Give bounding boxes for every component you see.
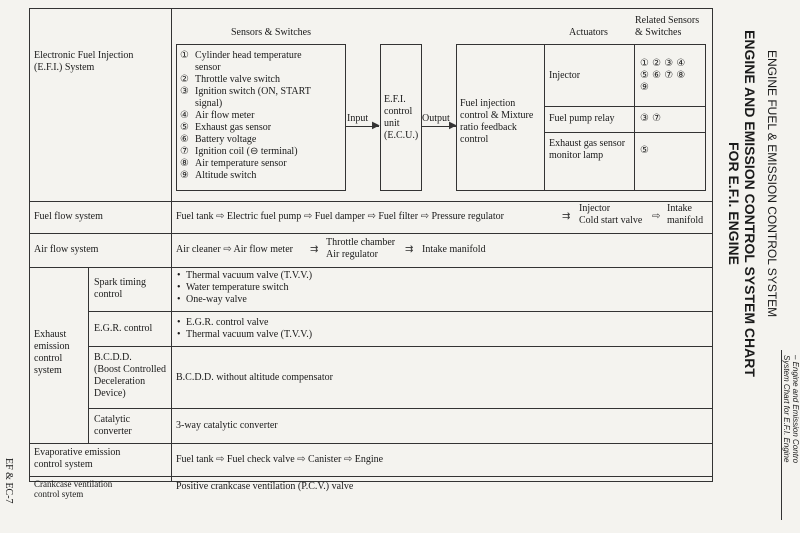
- branch-arrow-icon: ⇉: [310, 244, 319, 255]
- egr-label: E.G.R. control: [94, 323, 153, 334]
- sensor-item: [180, 122, 311, 134]
- divider: [29, 233, 713, 234]
- branch-arrow-icon: ⇉: [562, 211, 571, 222]
- sensor-text-line: Battery voltage: [195, 134, 257, 145]
- divider: [29, 201, 713, 202]
- sensor-text: [195, 170, 256, 182]
- sensor-text-line: Ignition switch (ON, START: [195, 86, 311, 97]
- egr-items: • E.G.R. control valve • Thermal vacuum valve (T.V.V.): [176, 317, 312, 341]
- sensors-title: Sensors & Switches: [231, 27, 311, 38]
- exhaust-label: Exhaust emission control system: [34, 329, 70, 376]
- page-number: EF & EC-7: [3, 458, 14, 504]
- air-flow-end: Intake manifold: [422, 244, 486, 255]
- fuel-flow-label: Fuel flow system: [34, 211, 103, 222]
- sensor-item: [180, 134, 311, 146]
- sensor-text-line: Air flow meter: [195, 110, 255, 121]
- catalytic-text: 3-way catalytic converter: [176, 420, 278, 431]
- sensor-item: [180, 170, 311, 182]
- sensor-number: ⑥: [180, 134, 189, 145]
- sensor-number: ①: [180, 50, 189, 61]
- spark-timing-label: Spark timing control: [94, 277, 146, 300]
- sensor-text-line: Ignition coil (⊖ terminal): [195, 146, 298, 157]
- input-label: Input: [347, 113, 369, 124]
- sensor-list: [180, 50, 311, 182]
- related-injector: ① ② ③ ④ ⑤ ⑥ ⑦ ⑧ ⑨: [640, 58, 686, 93]
- fuel-branch-2: Intake manifold: [667, 203, 704, 226]
- flow-arrow-icon: ⇨: [223, 244, 232, 255]
- flow-arrow-icon: ⇨: [216, 211, 225, 222]
- divider: [171, 8, 172, 482]
- actuators-title: Actuators: [569, 27, 608, 38]
- arrowhead-icon: ▶: [449, 120, 457, 131]
- sensor-number: ⑤: [180, 122, 189, 133]
- sensor-text: [195, 86, 311, 110]
- sensor-text-line: Throttle valve switch: [195, 74, 280, 85]
- sensor-item: [180, 110, 311, 122]
- divider: [29, 443, 713, 444]
- sensor-text: [195, 110, 254, 122]
- flow-arrow-icon: ⇨: [343, 454, 353, 465]
- divider: [88, 267, 89, 443]
- fuel-branch-1: Injector Cold start valve: [579, 203, 643, 226]
- flow-arrow-icon: ⇨: [367, 211, 376, 222]
- sensor-text: [195, 50, 302, 74]
- air-flow-label: Air flow system: [34, 244, 99, 255]
- sensor-number: ②: [180, 74, 189, 85]
- sensor-text: [195, 134, 256, 146]
- sensor-item: [180, 146, 311, 158]
- merge-arrow-icon: ⇉: [405, 244, 414, 255]
- divider: [88, 346, 713, 347]
- air-branch: Throttle chamber Air regulator: [326, 237, 396, 260]
- divider: [781, 350, 782, 520]
- divider: [544, 106, 706, 107]
- divider: [544, 44, 545, 191]
- sensor-text-line: signal): [195, 98, 223, 109]
- divider: [88, 408, 713, 409]
- arrowhead-icon: ▶: [372, 120, 380, 131]
- flow-arrow-icon: ⇨: [652, 211, 661, 222]
- section-subtitle: – Engine and Emission Contro System Chart for E.F.I. Engine: [782, 355, 800, 464]
- sensor-number: ⑨: [180, 170, 189, 181]
- sensor-item: [180, 50, 311, 74]
- sensor-text: [195, 158, 287, 170]
- sensor-number: ⑧: [180, 158, 189, 169]
- sensor-text: [195, 122, 271, 134]
- chart-title: ENGINE AND EMISSION CONTROL SYSTEM CHART FOR E.F.I. ENGINE: [726, 30, 758, 377]
- fuel-flow-chain: Fuel tank ⇨ Electric fuel pump ⇨ Fuel damper ⇨ Fuel filter ⇨ Pressure regulator: [176, 211, 504, 222]
- sensor-text-line: sensor: [195, 62, 221, 73]
- sensor-text-line: Altitude switch: [195, 170, 257, 181]
- actuator-monitor-lamp: Exhaust gas sensor monitor lamp: [549, 138, 626, 161]
- output-label: Output: [422, 113, 450, 124]
- section-title: ENGINE FUEL & EMISSION CONTROL SYSTEM: [765, 50, 779, 318]
- crank-text: Positive crankcase ventilation (P.C.V.) valve: [176, 481, 354, 492]
- actuator-fuel-pump-relay: Fuel pump relay: [549, 113, 615, 124]
- flow-arrow-icon: ⇨: [216, 454, 225, 465]
- control-label: Fuel injection control & Mixture ratio feedback control: [460, 98, 534, 145]
- sensor-item: [180, 158, 311, 170]
- sensor-text-line: Exhaust gas sensor: [195, 122, 272, 133]
- sensor-text: [195, 74, 280, 86]
- sensor-number: ⑦: [180, 146, 189, 157]
- sensor-text-line: Cylinder head temperature: [195, 50, 302, 61]
- flow-arrow-icon: ⇨: [297, 454, 306, 465]
- evap-label: Evaporative emission control system: [34, 447, 121, 470]
- related-monitor-lamp: ⑤: [640, 145, 649, 156]
- divider: [634, 44, 635, 191]
- actuator-injector: Injector: [549, 70, 581, 81]
- bcdd-label: B.C.D.D. (Boost Controlled Deceleration Device): [94, 352, 166, 399]
- efi-label: Electronic Fuel Injection (E.F.I.) System: [34, 50, 134, 73]
- evap-chain: Fuel tank ⇨ Fuel check valve ⇨ Canister ⇨ Engine: [176, 454, 384, 465]
- sensor-number: ④: [180, 110, 189, 121]
- divider: [544, 132, 706, 133]
- ecu-label: E.F.I. control unit (E.C.U.): [384, 94, 419, 141]
- divider: [29, 476, 713, 477]
- bcdd-text: B.C.D.D. without altitude compensator: [176, 372, 333, 383]
- flow-arrow-icon: ⇨: [420, 211, 429, 222]
- crank-label: Crankcase ventilation control sytem: [34, 479, 113, 499]
- catalytic-label: Catalytic converter: [94, 414, 132, 437]
- related-fuel-pump-relay: ③ ⑦: [640, 113, 662, 124]
- sensor-text: [195, 146, 298, 158]
- sensor-item: [180, 86, 311, 110]
- sensor-item: [180, 74, 311, 86]
- sensor-text-line: Air temperature sensor: [195, 158, 287, 169]
- related-title: Related Sensors & Switches: [635, 15, 700, 38]
- flow-arrow-icon: ⇨: [303, 211, 313, 222]
- spark-timing-items: • Thermal vacuum valve (T.V.V.) • Water temperature switch • One-way valve: [176, 270, 312, 306]
- divider: [88, 311, 713, 312]
- divider: [29, 267, 713, 268]
- sensor-number: ③: [180, 86, 189, 97]
- air-flow-chain: Air cleaner ⇨ Air flow meter: [176, 244, 293, 255]
